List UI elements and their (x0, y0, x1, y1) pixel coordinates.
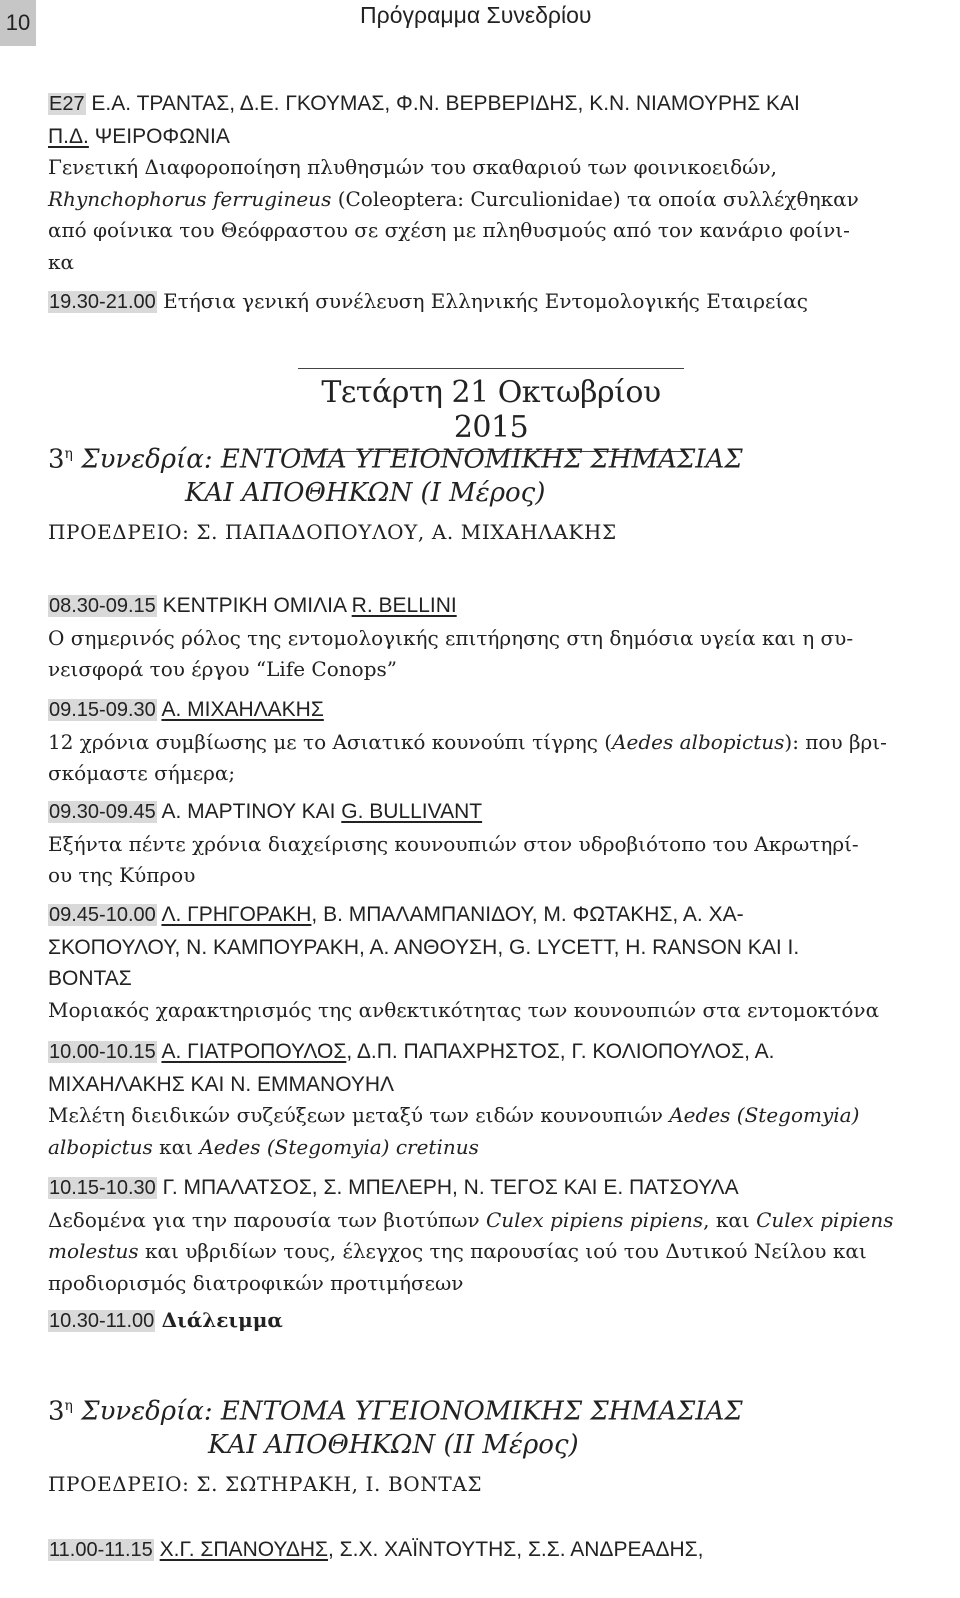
session1-presidium: ΠΡΟΕΔΡΕΙΟ: Σ. ΠΑΠΑΔΟΠΟΥΛΟΥ, Α. ΜΙΧΑΗΛΑΚΗΣ (48, 520, 617, 544)
talk-7-presenter: Χ.Γ. ΣΠΑΝΟΥΔΗΣ (159, 1538, 329, 1561)
talk-6-time: 10.15-10.30 (49, 1177, 156, 1199)
talk-2-title-a: 12 χρόνια συμβίωσης με το Ασιατικό κουνούπι τίγρης ( (48, 729, 613, 754)
talk-5-authors-line1 (48, 1036, 859, 1069)
session1-title-line1 (48, 438, 743, 477)
talk-4-authors-line3: ΒΟΝΤΑΣ (48, 967, 132, 990)
talk-7-post: , Σ.Χ. ΧΑΪΝΤΟΥΤΗΣ, Σ.Σ. ΑΝΔΡΕΑΔΗΣ, (328, 1538, 704, 1561)
talk-6 (48, 1172, 894, 1299)
e27-title-line2 (48, 184, 859, 216)
talk-1-authors (48, 590, 853, 623)
page-header: Πρόγραμμα Συνεδρίου (360, 2, 592, 28)
session2-title-line1 (48, 1390, 743, 1429)
talk-5-presenter: Α. ΓΙΑΤΡΟΠΟΥΛΟΣ (161, 1040, 347, 1063)
talk-5-authors-line2: ΜΙΧΑΗΛΑΚΗΣ ΚΑΙ Ν. ΕΜΜΑΝΟΥΗΛ (48, 1072, 395, 1096)
talk-2-species: Aedes albopictus (612, 729, 785, 754)
talk-3-title-line1: Εξήντα πέντε χρόνια διαχείρισης κουνουπιών στον υδροβιότοπο του Ακρωτηρί- (48, 831, 859, 856)
e27-authors-line1 (48, 88, 859, 121)
e27-title-line1: Γενετική Διαφοροποίηση πλυθησμών του σκαθαριού των φοινικοειδών, (48, 155, 777, 179)
talk-6-authors (48, 1172, 894, 1205)
talk-4 (48, 899, 879, 1026)
e27-authors-rest: ΨΕΙΡΟΦΩΝΙΑ (88, 124, 230, 148)
break-label: Διάλειμμα (161, 1308, 283, 1332)
talk-6-pre: Γ. ΜΠΑΛΑΤΣΟΣ, Σ. ΜΠΕΛΕΡΗ, Ν. ΤΕΓΟΣ ΚΑΙ Ε. ΠΑΤΣΟΥΛΑ (156, 1176, 739, 1199)
talk-4-title-line1: Μοριακός χαρακτηρισμός της ανθεκτικότητας των κουνουπιών στα εντομοκτόνα (48, 997, 880, 1022)
talk-2-title-b: ): που βρι- (784, 729, 887, 754)
e27-presenter: Π.Δ. (48, 124, 89, 148)
e27-authors-text: Ε.Α. ΤΡΑΝΤΑΣ, Δ.Ε. ΓΚΟΥΜΑΣ, Φ.Ν. ΒΕΡΒΕΡΙΔΗΣ, Κ.Ν. ΝΙΑΜΟΥΡΗΣ ΚΑΙ (85, 92, 800, 115)
talk-6-species-3: molestus (48, 1239, 139, 1263)
break-time: 10.30-11.00 (49, 1310, 155, 1332)
session2-num: 3 (48, 1396, 65, 1427)
talk-5-species-1: Aedes (Stegomyia) (669, 1103, 860, 1127)
session1-label: Συνεδρία: (72, 444, 213, 475)
talk-3-time: 09.30-09.45 (49, 801, 156, 823)
talk-5-title-line2 (48, 1132, 859, 1164)
talk-6-title-c: και υβριδίων τους, έλεγχος της παρουσίας ιού του Δυτικού Νείλου και (138, 1239, 867, 1263)
talk-1 (48, 590, 853, 686)
talk-1-title-line2: νεισφορά του έργου “Life Conops” (48, 657, 397, 681)
talk-4-post: , Β. ΜΠΑΛΑΜΠΑΝΙΔΟΥ, Μ. ΦΩΤΑΚΗΣ, Α. ΧΑ- (311, 903, 744, 926)
e27-title-line3: από φοίνικα του Θεόφραστου σε σχέση με πληθυσμούς από τον κανάριο φοίνι- (48, 218, 850, 242)
e27-species: Rhynchophorus ferrugineus (48, 186, 332, 211)
talk-1-time: 08.30-09.15 (49, 595, 156, 617)
talk-3 (48, 796, 859, 892)
session2-sup: η (64, 1398, 73, 1414)
talk-5-species-3: Aedes (Stegomyia) cretinus (199, 1134, 479, 1159)
talk-3-title-line2: ου της Κύπρου (48, 863, 196, 887)
session1-title2: ΚΑΙ ΑΠΟΘΗΚΩΝ (Ι Μέρος) (185, 477, 546, 508)
talk-5 (48, 1036, 859, 1163)
session1-heading (48, 438, 743, 510)
session2-heading (48, 1390, 743, 1462)
session1-title: ΕΝΤΟΜΑ ΥΓΕΙΟΝΟΜΙΚΗΣ ΣΗΜΑΣΙΑΣ (212, 444, 743, 475)
e27-title-line4: κα (48, 249, 75, 274)
talk-2-title-line1 (48, 727, 887, 759)
talk-6-title-a: Δεδομένα για την παρουσία των βιοτύπων (48, 1207, 486, 1232)
session1-num: 3 (48, 444, 65, 475)
session2-presidium: ΠΡΟΕΔΡΕΙΟ: Σ. ΣΩΤΗΡΑΚΗ, Ι. ΒΟΝΤΑΣ (48, 1472, 483, 1496)
talk-5-title-line1 (48, 1100, 859, 1132)
talk-4-authors-line2: ΣΚΟΠΟΥΛΟΥ, Ν. ΚΑΜΠΟΥΡΑΚΗ, Α. ΑΝΘΟΥΣΗ, G. LYCETT, H. RANSON ΚΑΙ Ι. (48, 935, 800, 959)
talk-7-authors (48, 1534, 703, 1567)
e27-title-rest: (Coleoptera: Curculionidae) τα οποία συλλέχθηκαν (331, 186, 859, 211)
talk-3-presenter: G. BULLIVANT (341, 800, 483, 823)
assembly-row (48, 286, 808, 319)
talk-1-presenter: R. BELLINI (351, 594, 457, 617)
talk-1-pre: ΚΕΝΤΡΙΚΗ ΟΜΙΛΙΑ (156, 594, 352, 617)
session2-title-line2 (48, 1429, 743, 1462)
talk-6-species-1: Culex pipiens pipiens (485, 1207, 704, 1232)
e27-authors-line2 (48, 121, 859, 153)
session2-title: ΕΝΤΟΜΑ ΥΓΕΙΟΝΟΜΙΚΗΣ ΣΗΜΑΣΙΑΣ (212, 1396, 743, 1427)
talk-1-title-line1: Ο σημερινός ρόλος της εντομολογικής επιτήρησης στη δημόσια υγεία και η συ- (48, 625, 854, 650)
break-row (48, 1305, 283, 1338)
talk-6-species-2: Culex pipiens (756, 1207, 894, 1232)
session1-title-line2 (48, 477, 743, 510)
talk-3-authors (48, 796, 859, 829)
talk-5-post: , Δ.Π. ΠΑΠΑΧΡΗΣΤΟΣ, Γ. ΚΟΛΙΟΠΟΥΛΟΣ, Α. (346, 1040, 775, 1063)
session2-title2: ΚΑΙ ΑΠΟΘΗΚΩΝ (ΙΙ Μέρος) (208, 1429, 579, 1460)
assembly-text: Ετήσια γενική συνέλευση Ελληνικής Εντομολογικής Εταιρείας (156, 289, 808, 313)
talk-4-time: 09.45-10.00 (49, 904, 156, 926)
talk-5-title-b: και (152, 1134, 200, 1159)
talk-6-title-line2 (48, 1236, 894, 1268)
talk-4-presenter: Λ. ΓΡΗΓΟΡΑΚΗ (161, 903, 312, 926)
talk-6-title-b: , και (703, 1207, 757, 1232)
talk-7-time: 11.00-11.15 (49, 1539, 153, 1561)
assembly-time: 19.30-21.00 (49, 291, 156, 313)
session1-sup: η (64, 446, 73, 462)
day-date: Τετάρτη 21 Οκτωβρίου 2015 (321, 375, 661, 445)
talk-2-time: 09.15-09.30 (49, 699, 156, 721)
abstract-e27 (48, 88, 859, 278)
talk-7 (48, 1534, 703, 1567)
talk-2 (48, 694, 887, 790)
e27-code: Ε27 (49, 93, 85, 115)
talk-4-authors-line1 (48, 899, 879, 932)
talk-5-time: 10.00-10.15 (49, 1041, 156, 1063)
talk-3-pre: Α. ΜΑΡΤΙΝΟΥ ΚΑΙ (156, 800, 342, 823)
talk-6-title-line1 (48, 1205, 894, 1237)
page-number: 10 (0, 0, 36, 46)
talk-2-authors (48, 694, 887, 727)
talk-5-title-a: Μελέτη διειδικών συζεύξεων μεταξύ των ειδών κουνουπιών (48, 1103, 670, 1127)
talk-2-title-line2: σκόμαστε σήμερα; (48, 761, 236, 785)
talk-6-title-line3: προδιορισμός διατροφικών προτιμήσεων (48, 1270, 464, 1295)
talk-2-presenter: Α. ΜΙΧΑΗΛΑΚΗΣ (161, 698, 324, 721)
session2-label: Συνεδρία: (72, 1396, 213, 1427)
talk-5-species-2: albopictus (48, 1134, 153, 1159)
